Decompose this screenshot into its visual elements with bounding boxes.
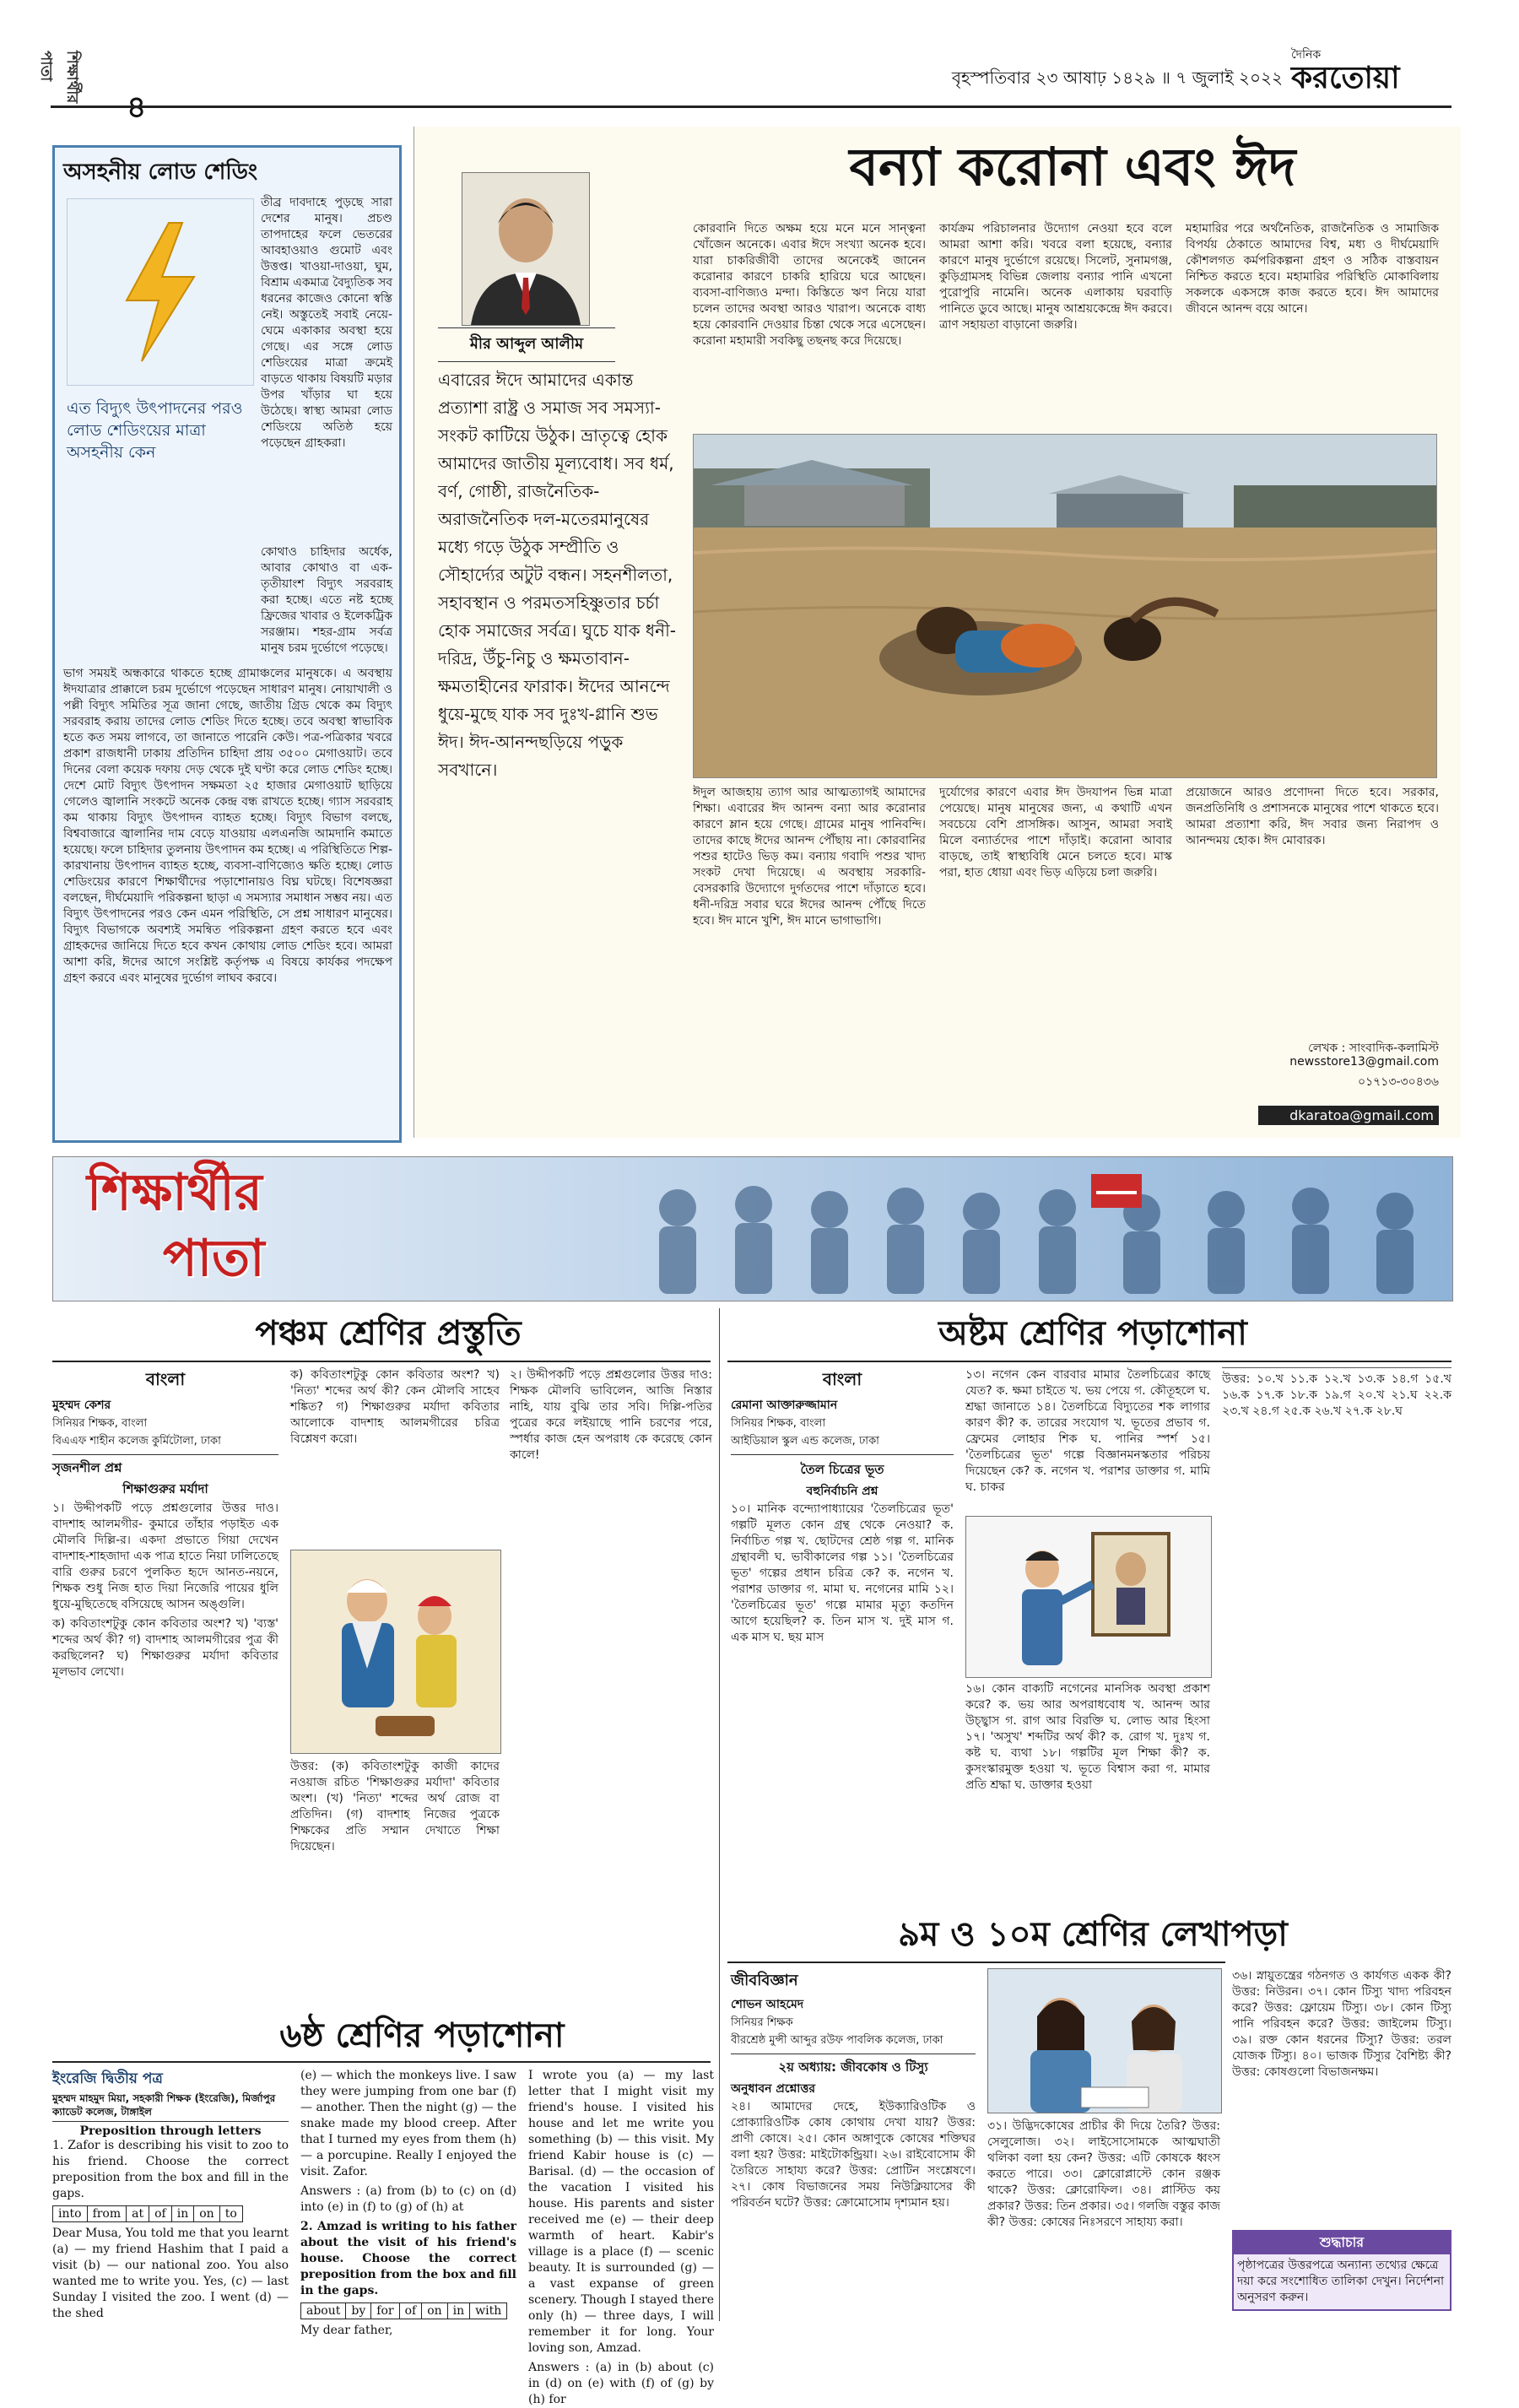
class8-school: আইডিয়াল স্কুল এন্ড কলেজ, ঢাকা <box>731 1433 954 1455</box>
flood-photo <box>693 434 1437 778</box>
box1-word: of <box>149 2206 172 2222</box>
class6-box-2 <box>300 2302 507 2319</box>
box1-word: in <box>171 2206 194 2222</box>
box1-word: from <box>87 2206 127 2222</box>
class6-teacher: মুহম্মদ মাহমুদ মিয়া, সহকারী শিক্ষক (ইংরেজি), মির্জাপুর ক্যাডেট কলেজ, টাঙ্গাইল <box>52 2091 289 2122</box>
class5-col-3 <box>510 1367 712 2009</box>
class910-photo <box>987 1968 1222 2113</box>
class8-mcq-1: ১০। মানিক বন্দ্যোপাধ্যায়ের 'তৈলচিত্রের ভূত' গল্পটি মূলত কোন গ্রন্থ থেকে নেওয়া? ক. নির্বাচিত গল্প খ. ছোটদের শ্রেষ্ঠ গল্প গ. মানিক গ্রন্থাবলী ঘ. ভাবীকালের গল্প ১১। 'তৈলচিত্রের ভূত' গল্পের প্রধান চরিত্র কে? ক. নগেন খ. পরাশর ডাক্তার গ. মামা ঘ. নগেনের মামি ১২। 'তৈলচিত্রের ভূত' গল্পে মামার মৃত্যু কতদিন আগে হয়েছিল? ক. তিন মাস খ. দুই মাস গ. এক মাস ঘ. ছয় মাস <box>731 1502 954 1644</box>
box1-word: into <box>53 2206 88 2222</box>
class5-section: সৃজনশীল প্রশ্ন <box>52 1460 122 1475</box>
person-icon <box>462 173 589 325</box>
class5-subject: বাংলা <box>145 1369 186 1389</box>
class6-col-1 <box>52 2068 289 2321</box>
student-page-banner <box>52 1156 1453 1301</box>
class6-topic: Preposition through letters <box>79 2124 262 2138</box>
class910-heading-rule <box>727 1962 1225 1963</box>
box2-word: with <box>470 2303 507 2319</box>
class6-letter-1b: (e) — which the monkeys live. I saw they were jumping from one bar (f) — another. Then the night (g) — the snake made my blood creep. After that I turned my eyes from them (h) — a porcupine. Really I enjoyed the visit. Zafor. <box>300 2069 516 2178</box>
author-email: newsstore13@gmail.com <box>1289 1055 1439 1069</box>
author-photo <box>462 172 590 326</box>
class910-heading: ৯ম ও ১০ম শ্রেণির লেখাপড়া <box>898 1914 1288 1954</box>
main-article <box>414 127 1461 1138</box>
class6-box-1 <box>52 2205 243 2222</box>
page-side-label: শিক্ষার্থীর পাতা <box>37 51 81 104</box>
class910-col-3 <box>1232 1968 1451 2323</box>
class910-qa-2: ৩১। উদ্ভিদকোষের প্রাচীর কী দিয়ে তৈরি? উত্তর: সেলুলোজ। ৩২। লাইসোসোমকে আত্মঘাতী থলিকা বলা হয় কেন? উত্তর: এটি কোষকে ধ্বংস করতে পারে। ৩৩। ক্লোরোপ্লাস্টে কোন রঞ্জক থাকে? উত্তর: ক্লোরোফিল। ৩৪। প্লাস্টিড কয় প্রকার? উত্তর: তিন প্রকার। ৩৫। গলজি বস্তুর কাজ কী? উত্তর: কোষের নিঃসরণে সাহায্য করা। <box>987 2119 1220 2229</box>
article-lower-col-1: ঈদুল আজহায় ত্যাগ আর আত্মত্যাগই আমাদের শিক্ষা। এবারের ঈদ আনন্দ বন্যা আর করোনার কারণে ম্লান হয়ে গেছে। গ্রামের মানুষ পানিবন্দি। তাদের কাছে ঈদের আনন্দ পৌঁছায় না। কোরবানির পশুর হাটেও ভিড় কম। বন্যায় গবাদি পশুর খাদ্য সংকট দেখা দিয়েছে। এ অবস্থায় সরকারি-বেসরকারি উদ্যোগে দুর্গতদের পাশে দাঁড়াতে হবে। ধনী-দরিদ্র সবার ঘরে ঈদের আনন্দ পৌঁছে দিতে হবে। ঈদ মানে খুশি, ঈদ মানে ভাগাভাগি। <box>693 786 926 928</box>
article-col-1: কোরবানি দিতে অক্ষম হয়ে মনে মনে সান্ত্বনা খোঁজেন অনেকে। এবার ঈদে সংখ্যা অনেক হবে। যারা চাকরিজীবী তাদের অনেকেই জানেন করোনার কারণে চাকরি হারিয়ে ঘরে আছেন। ব্যবসা-বাণিজ্যও মন্দা। কিস্তিতে ঋণ নিয়ে যারা চলেন তাদের অবস্থা আরও খারাপ। অনেকে বাধ্য হয়ে কোরবানি দেওয়ার চিন্তা থেকে সরে এসেছেন। করোনা মহামারী সবকিছু তছনছ করে দিয়েছে। <box>693 222 926 348</box>
class8-chapter: তৈল চিত্রের ভূত <box>800 1462 884 1477</box>
lightning-icon <box>67 198 254 386</box>
load-shedding-box <box>52 145 402 1143</box>
class6-subject: ইংরেজি দ্বিতীয় পত্র <box>52 2070 163 2087</box>
site-email: dkaratoa@gmail.com <box>1258 1106 1439 1125</box>
class-divider <box>719 1308 720 2321</box>
class8-answers: উত্তর: ১০.খ ১১.ক ১২.খ ১৩.ক ১৪.গ ১৫.খ ১৬.ক ১৭.ক ১৮.ক ১৯.গ ২০.খ ২১.ঘ ২২.ক ২৩.খ ২৪.গ ২৫.ক ২৬.খ ২৭.ক ২৮.ঘ <box>1222 1367 1451 1420</box>
class5-text-3: ২। উদ্দীপকটি পড়ে প্রশ্নগুলোর উত্তর দাও: শিক্ষক মৌলবি ভাবিলেন, আজি নিস্তার নাহি, যায় বুঝি তার সবি। দিল্লি-পতির পুত্রের করে লইয়াছে পানি চরণের পরে, স্পর্ধার কাজ হেন অপরাধ কে করেছে কোন কালে! <box>510 1368 712 1462</box>
box2-word: by <box>346 2303 371 2319</box>
box2-word: for <box>371 2303 399 2319</box>
class5-col-2 <box>290 1367 500 2009</box>
box1-word: on <box>194 2206 219 2222</box>
class6-q2: 2. Amzad is writing to his father about the visit of his friend's house. Choose the correct preposition from the box and fill in the gaps. <box>300 2220 516 2297</box>
errata-text: পৃষ্ঠাপত্রের উত্তরপত্রে অন্যান্য তথ্যের ক্ষেত্রে দয়া করে সংশোধিত তালিকা দেখুন। নির্দেশনা অনুসরণ করুন। <box>1237 2259 1445 2304</box>
class5-teacher-title: সিনিয়র শিক্ষক, বাংলা <box>52 1417 148 1430</box>
class5-illustration <box>290 1550 501 1754</box>
load-shedding-body: ভাগ সময়ই অন্ধকারে থাকতে হচ্ছে গ্রামাঞ্চলের মানুষকে। এ অবস্থায় ঈদযাত্রার প্রাক্কালে চরম দুর্ভোগে পড়েছেন সাধারণ মানুষ। নোয়াখালী ও পল্লী বিদ্যুৎ সমিতির সূত্র জানা গেছে, জাতীয় গ্রিড থেকে কম বিদ্যুৎ সরবরাহ করায় তাদের লোড শেডিং দিতে হচ্ছে। তবে অবস্থা স্বাভাবিক হতে কত সময় লাগবে, তা জানাতে পারেনি কেউ। পত্র-পত্রিকার খবরে প্রকাশ রাজধানী ঢাকায় প্রতিদিন চাহিদা প্রায় ৩৫০০ মেগাওয়াট। তবে দিনের বেলা কয়েক দফায় দেড় থেকে দুই ঘণ্টা করে লোড শেডিং হচ্ছে। দেশে মোট বিদ্যুৎ উৎপাদন সক্ষমতা ২৫ হাজার মেগাওয়াট ছাড়িয়ে গেলেও জ্বালানি সংকটে অনেক কেন্দ্র বন্ধ রাখতে হচ্ছে। গ্যাস সরবরাহ কম থাকায় বিদ্যুৎ উৎপাদন ব্যাহত হচ্ছে। বিদ্যুৎ বিভাগ বলছে, বিশ্ববাজারে জ্বালানির দাম বেড়ে যাওয়ায় এলএনজি আমদানি কমাতে হয়েছে। ফলে চাহিদার তুলনায় উৎপাদন কম হচ্ছে। এ পরিস্থিতিতে শিল্প-কারখানায় উৎপাদন ব্যাহত হচ্ছে, ব্যবসা-বাণিজ্যেও ক্ষতি হচ্ছে। লোড শেডিংয়ের কারণে শিক্ষার্থীদের পড়াশোনায়ও বিঘ্ন ঘটছে। বিশেষজ্ঞরা বলছেন, দীর্ঘমেয়াদি পরিকল্পনা ছাড়া এ সমস্যার সমাধান সম্ভব নয়। এত বিদ্যুৎ উৎপাদনের পরও কেন এমন পরিস্থিতি, সে প্রশ্ন সাধারণ মানুষের। বিদ্যুৎ বিভাগকে অবশ্যই সমন্বিত পরিকল্পনা গ্রহণ করতে হবে এবং গ্রাহকদের জানিয়ে দিতে হবে কখন কোথায় লোড শেডিং হবে। আমরা আশা করি, ঈদের আগে সংশ্লিষ্ট কর্তৃপক্ষ এ বিষয়ে কার্যকর পদক্ষেপ গ্রহণ করবে এবং মানুষের দুর্ভোগ লাঘব করবে। <box>63 667 392 985</box>
class910-teacher: শোভন আহমেদ <box>731 1998 804 2011</box>
article-headline: বন্যা করোনা এবং ঈদ <box>849 136 1296 198</box>
box1-word: at <box>127 2206 149 2222</box>
article-lower-col-2: দুর্যোগের কারণে এবার ঈদ উদযাপন ভিন্ন মাত্রা পেয়েছে। মানুষ মানুষের জন্য, এ কথাটি এখন সবচেয়ে বেশি প্রাসঙ্গিক। আসুন, আমরা সবাই মিলে বন্যার্তদের পাশে দাঁড়াই। করোনা আবার বাড়ছে, তাই স্বাস্থ্যবিধি মেনে চলতে হবে। মাস্ক পরা, হাত ধোয়া এবং ভিড় এড়িয়ে চলা জরুরি। <box>939 786 1172 879</box>
class910-school: বীরশ্রেষ্ঠ মুন্সী আব্দুর রউফ পাবলিক কলেজ, ঢাকা <box>731 2032 976 2054</box>
class6-letter-2: I wrote you (a) — my last letter that I might visit my friend's house. I visited his house and let me write you something (b) — this visit. My friend Kabir house is (c) — Barisal. (d) — the occasion of the vacation I visited his house. His parents and sister received me (e) — their deep warmth of heart. Kabir's village is a place (f) — scenic beauty. It is surrounded (g) — a vast expanse of green scenery. Though I stayed there only (h) — three days, I will remember it for long. Your loving son, Amzad. <box>528 2069 714 2355</box>
class8-col-3 <box>1222 1367 1451 1907</box>
box1-word: to <box>219 2206 242 2222</box>
class8-teacher: রেমানা আক্তারুজ্জামান <box>731 1399 838 1412</box>
class5-heading: পঞ্চম শ্রেণির প্রস্তুতি <box>255 1313 522 1353</box>
class5-col-1 <box>52 1367 278 2009</box>
box2-word: in <box>447 2303 470 2319</box>
errata-title: শুদ্ধাচার <box>1234 2232 1450 2254</box>
class5-text-4: ক) কবিতাংশটুকু কোন কবিতার অংশ? খ) 'নিত্য' শব্দের অর্থ কী? কেন মৌলবি সাহেব শঙ্কিত? গ) শিক্ষাগুরুর মর্যাদা কবিতার আলোকে বাদশাহ আলমগীরের চরিত্র বিশ্লেষণ করো। <box>290 1368 500 1446</box>
class8-section: বহুনির্বাচনি প্রশ্ন <box>806 1485 878 1498</box>
class8-subject: বাংলা <box>822 1369 862 1389</box>
banner-title-1: শিক্ষার্থীর <box>87 1163 262 1222</box>
class5-poem: শিক্ষাগুরুর মর্যাদা <box>122 1481 208 1496</box>
class910-chapter: ২য় অধ্যায়: জীবকোষ ও টিস্যু <box>778 2059 928 2075</box>
load-shedding-intro: তীব্র দাবদাহে পুড়ছে সারা দেশের মানুষ। প্রচণ্ড তাপদাহের ফলে ভেতরের আবহাওয়াও গুমোট এবং উত্তপ্ত। খাওয়া-দাওয়া, ঘুম, বিশ্রাম একমাত্র বৈদ্যুতিক সব ধরনের কাজেও কোনো স্বস্তি নেই। অস্তুতেই সবাই নেয়ে-ঘেমে একাকার অবস্থা হয়ে গেছে। এর সঙ্গে লোড শেডিংয়ের মাত্রা ক্রমেই বাড়তে থাকায় বিষয়টি মড়ার উপর খাঁড়ার ঘা হয়ে উঠেছে। স্বাস্থ্য আমরা লোড শেডিংয়ে অতিষ্ঠ হয়ে পড়েছেন গ্রাহকরা। <box>261 196 392 450</box>
paper-logo-name: করতোয়া <box>1291 60 1400 95</box>
box2-word: on <box>422 2303 447 2319</box>
class8-mcq-3: ১৬। কোন বাক্যটি নগেনের মানসিক অবস্থা প্রকাশ করে? ক. ভয় আর অপরাধবোধ খ. আনন্দ আর উচ্ছ্বাস গ. রাগ আর বিরক্তি ঘ. লোভ আর হিংসা ১৭। 'অসুখ' শব্দটির অর্থ কী? ক. রোগ খ. দুঃখ গ. কষ্ট ঘ. ব্যথা ১৮। গল্পটির মূল শিক্ষা কী? ক. কুসংস্কারমুক্ত হওয়া খ. ভূতে বিশ্বাস করা গ. মামার প্রতি শ্রদ্ধা ঘ. ডাক্তার হওয়া <box>965 1682 1210 1792</box>
class6-q1: 1. Zafor is describing his visit to zoo to his friend. Choose the correct preposition from the box and fill in the gaps. <box>52 2139 289 2200</box>
class6-col-3 <box>528 2068 714 2406</box>
class5-text-1: ১। উদ্দীপকটি পড়ে প্রশ্নগুলোর উত্তর দাও। বাদশাহ আলমগীর- কুমারে তাঁহার পড়াইত এক মৌলবি দিল্লি-র। একদা প্রভাতে গিয়া দেখেন বাদশাহ-শাহজাদা এক পাত্র হাতে নিয়া ঢালিতেছে বারি গুরুর চরণে পুলকিত হৃদে আনত-নয়নে, শিক্ষক শুধু নিজ হাত দিয়া নিজেরি পায়ের ধুলি ধুয়ে-মুছিতেছে বসিয়েছে আসন অঙ্গুলি। <box>52 1502 278 1611</box>
class5-text-2: ক) কবিতাংশটুকু কোন কবিতার অংশ? খ) 'ব্যস্ত' শব্দের অর্থ কী? গ) বাদশাহ আলমগীরের পুত্র কী করছিলেন? ঘ) শিক্ষাগুরুর মর্যাদা কবিতার মূলভাব লেখো। <box>52 1617 278 1679</box>
masthead-rule <box>51 106 1451 108</box>
article-lower-col-3: প্রয়োজনে আরও প্রণোদনা দিতে হবে। সরকার, জনপ্রতিনিধি ও প্রশাসনকে মানুষের পাশে থাকতে হবে। আমরা প্রত্যাশা করি, ঈদ সবার জন্য নিরাপদ ও আনন্দময় হোক। ঈদ মোবারক। <box>1186 786 1439 847</box>
author-name: মীর আব্দুল আলীম <box>438 327 615 362</box>
class6-letter-2-salutation: My dear father, <box>300 2324 393 2337</box>
load-shedding-pullquote: এত বিদ্যুৎ উৎপাদনের পরও লোড শেডিংয়ের মাত্রা অসহনীয় কেন <box>67 399 243 462</box>
page-number <box>127 84 177 123</box>
class910-col-1 <box>731 1968 976 2323</box>
class910-qa-1: ২৪। আমাদের দেহে, ইউক্যারিওটিক ও প্রোক্যারিওটিক কোষ কোথায় দেখা যায়? উত্তর: প্রাণী কোষে। ২৫। কোন অঙ্গাণুকে কোষের শক্তিঘর বলা হয়? উত্তর: মাইটোকন্ড্রিয়া। ২৬। রাইবোসোম কী তৈরিতে সাহায্য করে? উত্তর: প্রোটিন সংশ্লেষণে। ২৭। কোষ বিভাজনের সময় নিউক্লিয়াসের কী পরিবর্তন ঘটে? উত্তর: ক্রোমোসোম দৃশ্যমান হয়। <box>731 2100 976 2210</box>
author-line: লেখক : সাংবাদিক-কলামিস্ট <box>1308 1042 1439 1055</box>
author-phone: ০১৭১৩-৩০৪৩৬ <box>1357 1075 1439 1089</box>
box2-word: of <box>399 2303 422 2319</box>
paper-logo <box>1291 49 1451 101</box>
article-col-3: মহামারির পরে অর্থনৈতিক, রাজনৈতিক ও সামাজিক বিপর্যয় ঠেকাতে আমাদের বিশ্ব, মধ্য ও দীর্ঘমেয়াদি কৌশলগত কর্মপরিকল্পনা গ্রহণ ও সঠিক বাস্তবায়ন নিশ্চিত করতে হবে। মহামারির পরিস্থিতি মোকাবিলায় সকলকে একসঙ্গে কাজ করতে হবে। ঈদ আমাদের জীবনে আনন্দ বয়ে আনে। <box>1186 222 1439 316</box>
class8-mcq-2a: ১৩। নগেন কেন বারবার মামার তৈলচিত্রের কাছে যেত? ক. ক্ষমা চাইতে খ. ভয় পেয়ে গ. কৌতূহলে ঘ. শ্রদ্ধা জানাতে ১৪। তৈলচিত্রে বিদ্যুতের শক লাগার কারণ কী? ক. তারের সংযোগ খ. ভূতের প্রভাব গ. ফ্রেমের লোহার শিক ঘ. পানির স্পর্শ ১৫। 'তৈলচিত্রের ভূত' গল্পে বিজ্ঞানমনস্কতার পরিচয় দিয়েছেন কে? ক. নগেন খ. পরাশর ডাক্তার গ. মামি ঘ. চাকর <box>965 1368 1210 1494</box>
class6-heading-rule <box>52 2061 711 2063</box>
class910-subject: জীববিজ্ঞান <box>731 1972 798 1989</box>
class8-illustration <box>965 1516 1212 1678</box>
class8-col-1 <box>731 1367 954 1907</box>
date-line: বৃহস্পতিবার ২৩ আষাঢ় ১৪২৯ ॥ ৭ জুলাই ২০২২ <box>951 68 1283 88</box>
paper-logo-small: দৈনিক <box>1291 48 1322 62</box>
banner-title-2: পাতা <box>163 1229 265 1288</box>
class5-teacher: মুহম্মদ কেশর <box>52 1399 111 1412</box>
load-shedding-side-text: কোথাও চাহিদার অর্ধেক, আবার কোথাও বা এক-তৃতীয়াংশ বিদ্যুৎ সরবরাহ করা হচ্ছে। এতে নষ্ট হচ্ছে ফ্রিজের খাবার ও ইলেকট্রিক সরঞ্জাম। শহর-গ্রাম সর্বত্র মানুষ চরম দুর্ভোগে পড়েছে। <box>261 545 392 655</box>
article-pull-quote: এবারের ঈদে আমাদের একান্ত প্রত্যাশা রাষ্ট্র ও সমাজ সব সমস্যা-সংকট কাটিয়ে উঠুক। ভ্রাতৃত্বে হোক আমাদের জাতীয় মূল্যবোধ। সব ধর্ম, বর্ণ, গোষ্ঠী, রাজনৈতিক-অরাজনৈতিক দল-মতেরমানুষের মধ্যে গড়ে উঠুক সম্প্রীতি ও সৌহার্দ্যের অটুট বন্ধন। সহনশীলতা, সহাবস্থান ও পরমতসহিষ্ণুতার চর্চা হোক সমাজের সর্বত্র। ঘুচে যাক ধনী-দরিদ্র, উঁচু-নিচু ও ক্ষমতাবান-ক্ষমতাহীনের ফারাক। ঈদের আনন্দে ধুয়ে-মুছে যাক সব দুঃখ-গ্লানি শুভ ঈদ। ঈদ-আনন্দছড়িয়ে পড়ুক সবখানে। <box>438 370 677 780</box>
class5-school: বিএএফ শাহীন কলেজ কুর্মিটোলা, ঢাকা <box>52 1433 278 1455</box>
box2-word: about <box>301 2303 346 2319</box>
class5-text-5: উত্তর: (ক) কবিতাংশটুকু কাজী কাদের নওয়াজ রচিত 'শিক্ষাগুরুর মর্যাদা' কবিতার অংশ। (খ) 'নিত্য' শব্দের অর্থ রোজ বা প্রতিদিন। (গ) বাদশাহ নিজের পুত্রকে শিক্ষকের প্রতি সম্মান দেখাতে শিক্ষা দিয়েছেন। <box>290 1760 500 1853</box>
class910-section: অনুধাবন প্রশ্নোত্তর <box>731 2082 816 2096</box>
article-col-2: কার্যক্রম পরিচালনার উদ্যোগ নেওয়া হবে বলে আমরা আশা করি। খবরে বলা হয়েছে, বন্যার কারণে মানুষ দুর্ভোগে রয়েছে। সিলেট, সুনামগঞ্জ, কুড়িগ্রামসহ বিভিন্ন জেলায় বন্যার পানি এখনো পুরোপুরি নামেনি। অনেক এলাকায় ঘরবাড়ি পানিতে ডুবে আছে। মানুষ আশ্রয়কেন্দ্রে ঈদ করবে। ত্রাণ সহায়তা বাড়ানো জরুরি। <box>939 222 1172 332</box>
class910-teacher-title: সিনিয়র শিক্ষক <box>731 2016 793 2029</box>
class910-qa-3: ৩৬। স্নায়ুতন্ত্রের গঠনগত ও কার্যগত একক কী? উত্তর: নিউরন। ৩৭। কোন টিস্যু খাদ্য পরিবহন করে? উত্তর: ফ্লোয়েম টিস্যু। ৩৮। কোন টিস্যু পানি পরিবহন করে? উত্তর: জাইলেম টিস্যু। ৩৯। রক্ত কোন ধরনের টিস্যু? উত্তর: তরল যোজক টিস্যু। ৪০। ভাজক টিস্যুর বৈশিষ্ট্য কী? উত্তর: কোষগুলো বিভাজনক্ষম। <box>1232 1969 1451 2079</box>
class8-col-2 <box>965 1367 1210 1907</box>
class8-teacher-title: সিনিয়র শিক্ষক, বাংলা <box>731 1417 826 1430</box>
errata-box <box>1232 2230 1451 2311</box>
class6-answers-1: Answers : (a) from (b) to (c) on (d) into (e) in (f) to (g) of (h) at <box>300 2184 516 2214</box>
class8-heading: অষ্টম শ্রেণির পড়াশোনা <box>938 1313 1247 1353</box>
class910-col-2 <box>987 1968 1220 2323</box>
class6-answers-2: Answers : (a) in (b) about (c) in (d) on (e) with (f) of (g) by (h) for <box>528 2361 714 2406</box>
class6-col-2 <box>300 2068 516 2337</box>
class5-heading-rule <box>52 1361 711 1362</box>
class6-letter-1: Dear Musa, You told me that you learnt (a) — my friend Hashim that I paid a visit (b) — our national zoo. You also wanted me to write you. Yes, (c) — last Sunday I visited the zoo. I went (d) — the shed <box>52 2227 289 2320</box>
class8-heading-rule <box>727 1361 1451 1362</box>
load-shedding-title: অসহনীয় লোড শেডিং <box>63 160 258 185</box>
class6-heading: ৬ষ্ঠ শ্রেণির পড়াশোনা <box>279 2016 565 2055</box>
